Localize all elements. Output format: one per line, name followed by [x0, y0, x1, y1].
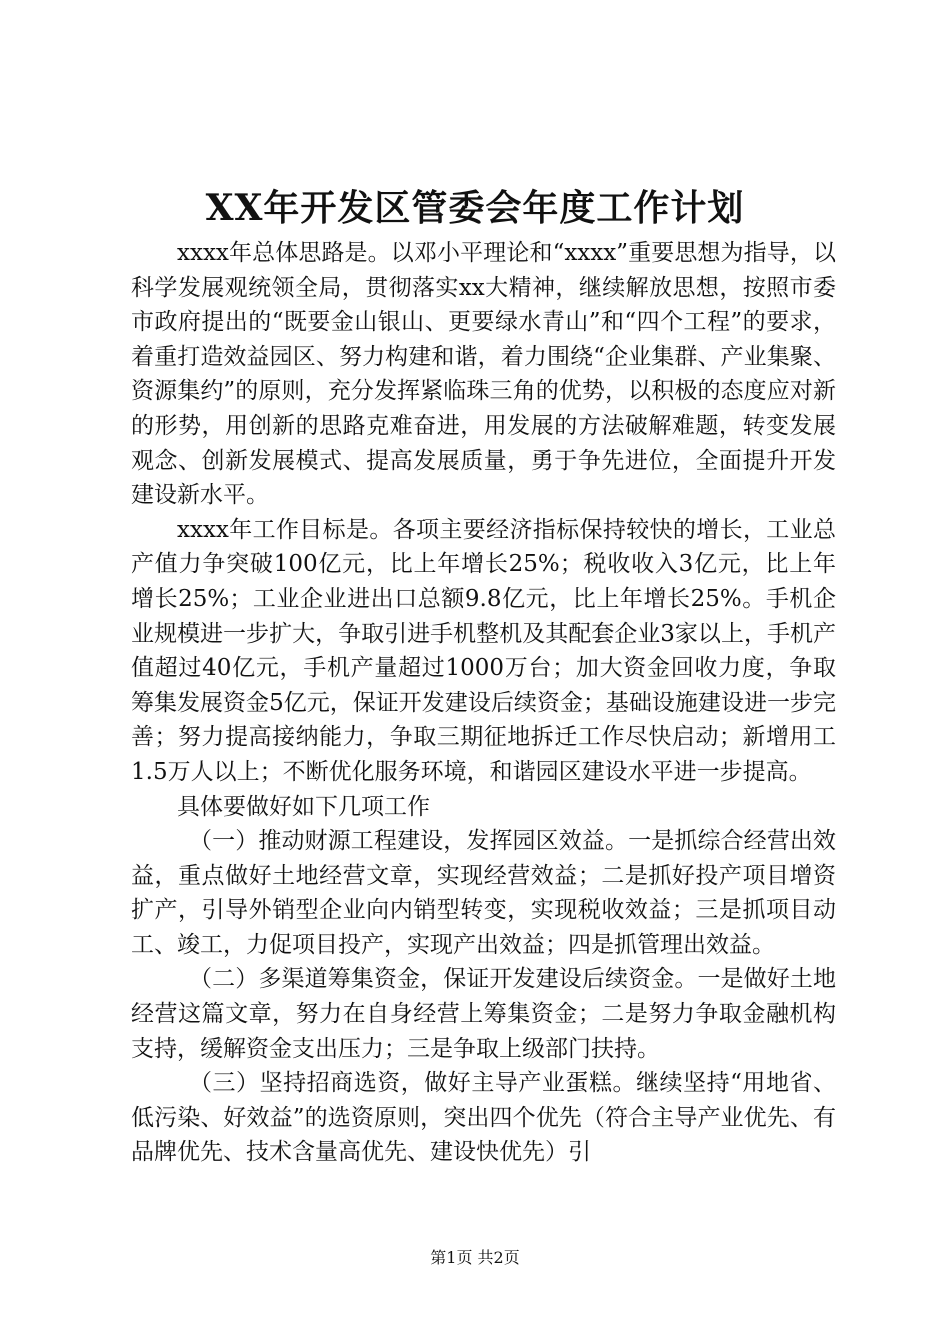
paragraph-overall-approach: xxxx年总体思路是。以邓小平理论和“xxxx”重要思想为指导，以科学发展观统领全局，贯彻落实xx大精神，继续解放思想，按照市委市政府提出的“既要金山银山、更要绿水青山”和“四个工程”的要求，着重打造效益园区、努力构建和谐，着力围绕“企业集群、产业集聚、资源集约”的原则，充分发挥紧临珠三角的优势，以积极的态度应对新的形势，用创新的思路克难奋进，用发展的方法破解难题，转变发展观念、创新发展模式、提高发展质量，勇于争先进位，全面提升开发建设新水平。: [131, 240, 836, 509]
paragraph-task-2: （二）多渠道筹集资金，保证开发建设后续资金。一是做好土地经营这篇文章，努力在自身经营上筹集资金；二是努力争取金融机构支持，缓解资金支出压力；三是争取上级部门扶持。: [131, 966, 836, 1062]
paragraph-work-goals: xxxx年工作目标是。各项主要经济指标保持较快的增长，工业总产值力争突破100亿元，比上年增长25%；税收收入3亿元，比上年增长25%；工业企业进出口总额9.8亿元，比上年增长25%。手机企业规模进一步扩大，争取引进手机整机及其配套企业3家以上，手机产值超过40亿元，手机产量超过1000万台；加大资金回收力度，争取筹集发展资金5亿元，保证开发建设后续资金；基础设施建设进一步完善；努力提高接纳能力，争取三期征地拆迁工作尽快启动；新增用工1.5万人以上；不断优化服务环境，和谐园区建设水平进一步提高。: [131, 516, 836, 785]
document-body: [131, 236, 836, 1170]
paragraph-task-1: （一）推动财源工程建设，发挥园区效益。一是抓综合经营出效益，重点做好土地经营文章，实现经营效益；二是抓好投产项目增资扩产，引导外销型企业向内销型转变，实现税收效益；三是抓项目动工、竣工，力促项目投产，实现产出效益；四是抓管理出效益。: [131, 828, 836, 958]
paragraph-tasks-intro: 具体要做好如下几项工作: [177, 793, 430, 820]
page-number-footer: 第1页 共2页: [430, 1248, 520, 1267]
document-title: XX年开发区管委会年度工作计划: [205, 187, 745, 229]
paragraph-task-3: （三）坚持招商选资，做好主导产业蛋糕。继续坚持“用地省、低污染、好效益”的选资原则，突出四个优先（符合主导产业优先、有品牌优先、技术含量高优先、建设快优先）引: [131, 1070, 836, 1166]
